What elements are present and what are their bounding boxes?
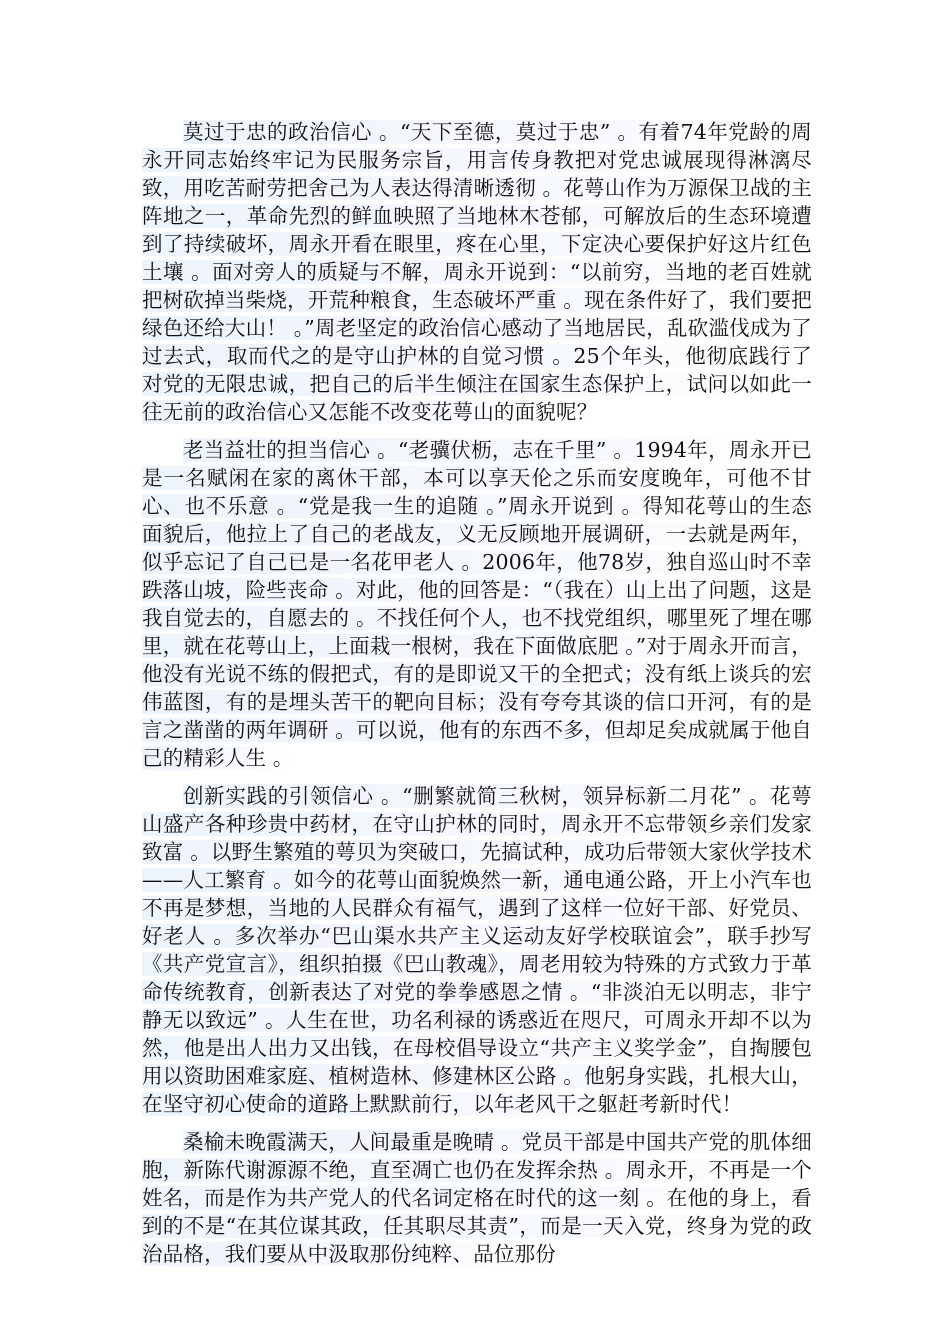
paragraph-responsibility — [142, 436, 812, 772]
paragraph-conclusion — [142, 1128, 812, 1268]
paragraph-text: 老当益壮的担当信心 。“老骥伏枥，志在千里” 。1994年，周永开已是一名赋闲在家的离休干部，本可以享天伦之乐而安度晚年，可他不甘心、也不乐意 。“党是我一生的追随 。”周永开说到 。得知花萼山的生态面貌后，他拉上了自己的老战友，义无反顾地开展调研，一去就是两年，似乎忘记了自己已是一名花甲老人 。2006年，他78岁，独自巡山时不幸跌落山坡，险些丧命 。对此，他的回答是：“（我在）山上出了问题，这是我自觉去的，自愿去的 。不找任何个人，也不找党组织，哪里死了埋在哪里，就在花萼山上，上面栽一根树，我在下面做底肥 。”对于周永开而言，他没有光说不练的假把式，有的是即说又干的全把式；没有纸上谈兵的宏伟蓝图，有的是埋头苦干的靶向目标；没有夸夸其谈的信口开河，有的是言之凿凿的两年调研 。可以说，他有的东西不多，但却足矣成就属于他自己的精彩人生 。 — [142, 438, 812, 770]
paragraph-innovation — [142, 782, 812, 1118]
paragraph-loyalty — [142, 118, 812, 426]
document-page — [142, 118, 812, 1278]
paragraph-text: 桑榆未晚霞满天，人间最重是晚晴 。党员干部是中国共产党的肌体细胞，新陈代谢源源不绝，直至凋亡也仍在发挥余热 。周永开，不再是一个姓名，而是作为共产党人的代名词定格在时代的这一刻 。在他的身上，看到的不是“在其位谋其政，任其职尽其责”，而是一天入党，终身为党的政治品格，我们要从中汲取那份纯粹、品位那份 — [142, 1130, 812, 1266]
paragraph-text: 莫过于忠的政治信心 。“天下至德，莫过于忠” 。有着74年党龄的周永开同志始终牢记为民服务宗旨，用言传身教把对党忠诚展现得淋漓尽致，用吃苦耐劳把舍己为人表达得清晰透彻 。花萼山作为万源保卫战的主阵地之一，革命先烈的鲜血映照了当地林木苍郁，可解放后的生态环境遭到了持续破坏，周永开看在眼里，疼在心里，下定决心要保护好这片红色土壤 。面对旁人的质疑与不解，周永开说到：“以前穷，当地的老百姓就把树砍掉当柴烧，开荒种粮食，生态破坏严重 。现在条件好了，我们要把绿色还给大山！ 。”周老坚定的政治信心感动了当地居民，乱砍滥伐成为了过去式，取而代之的是守山护林的自觉习惯 。25个年头，他彻底践行了对党的无限忠诚，把自己的后半生倾注在国家生态保护上，试问以如此一往无前的政治信心又怎能不改变花萼山的面貌呢？ — [142, 120, 812, 424]
paragraph-text: 创新实践的引领信心 。“删繁就简三秋树，领异标新二月花” 。花萼山盛产各种珍贵中药材，在守山护林的同时，周永开不忘带领乡亲们发家致富 。以野生繁殖的萼贝为突破口，先搞试种，成功后带领大家伙学技术——人工繁育 。如今的花萼山面貌焕然一新，通电通公路，开上小汽车也不再是梦想，当地的人民群众有福气，遇到了这样一位好干部、好党员、好老人 。多次举办“巴山渠水共产主义运动友好学校联谊会”，联手抄写《共产党宣言》，组织拍摄《巴山教魂》，周老用较为特殊的方式致力于革命传统教育，创新表达了对党的拳拳感恩之情 。“非淡泊无以明志，非宁静无以致远” 。人生在世，功名利禄的诱惑近在咫尺，可周永开却不以为然，他是出人出力又出钱，在母校倡导设立“共产主义奖学金”，自掏腰包用以资助困难家庭、植树造林、修建林区公路 。他躬身实践，扎根大山，在坚守初心使命的道路上默默前行，以年老风干之躯赶考新时代！ — [142, 784, 812, 1116]
